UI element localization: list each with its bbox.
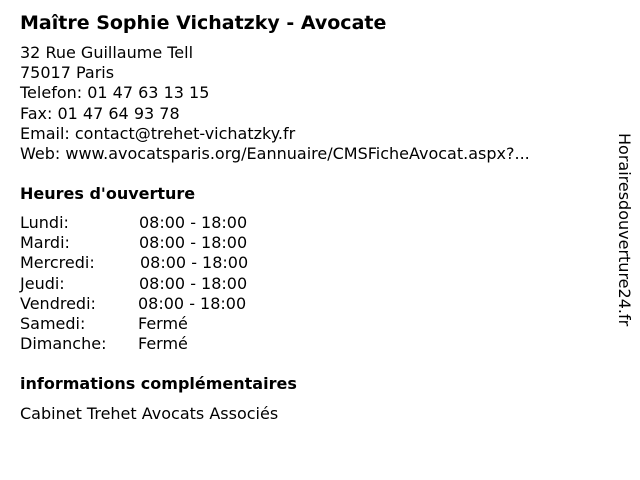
contact-block [20, 43, 530, 164]
day-label: Samedi: [20, 313, 86, 333]
city-line: 75017 Paris [20, 63, 115, 83]
site-brand-vertical: Horairesdouverture24.fr [615, 133, 634, 327]
day-label: Lundi: [20, 213, 69, 232]
day-label: Mercredi: [20, 253, 95, 273]
additional-info-heading: informations complémentaires [20, 374, 297, 393]
email-line: Email: contact@trehet-vichatzky.fr [20, 123, 296, 143]
day-hours: 08:00 - 18:00 [139, 233, 248, 253]
day-hours: Fermé [138, 334, 188, 354]
phone-line: Telefon: 01 47 63 13 15 [20, 83, 210, 103]
day-label: Dimanche: [20, 334, 107, 354]
day-hours: 08:00 - 18:00 [139, 213, 248, 232]
opening-hours-heading: Heures d'ouverture [20, 184, 196, 203]
web-line: Web: www.avocatsparis.org/Eannuaire/CMSFicheAvocat.aspx?... [20, 144, 530, 164]
business-name: Maître Sophie Vichatzky - Avocate [20, 12, 387, 34]
day-hours: 08:00 - 18:00 [140, 253, 249, 273]
day-label: Vendredi: [20, 293, 96, 313]
day-label: Jeudi: [20, 273, 65, 293]
day-hours: 08:00 - 18:00 [138, 293, 247, 313]
day-label: Mardi: [20, 233, 70, 253]
fax-line: Fax: 01 47 64 93 78 [20, 103, 180, 123]
street-address: 32 Rue Guillaume Tell [20, 43, 194, 62]
day-hours: 08:00 - 18:00 [139, 273, 248, 293]
additional-info-text: Cabinet Trehet Avocats Associés [20, 404, 279, 423]
day-hours: Fermé [138, 313, 188, 333]
